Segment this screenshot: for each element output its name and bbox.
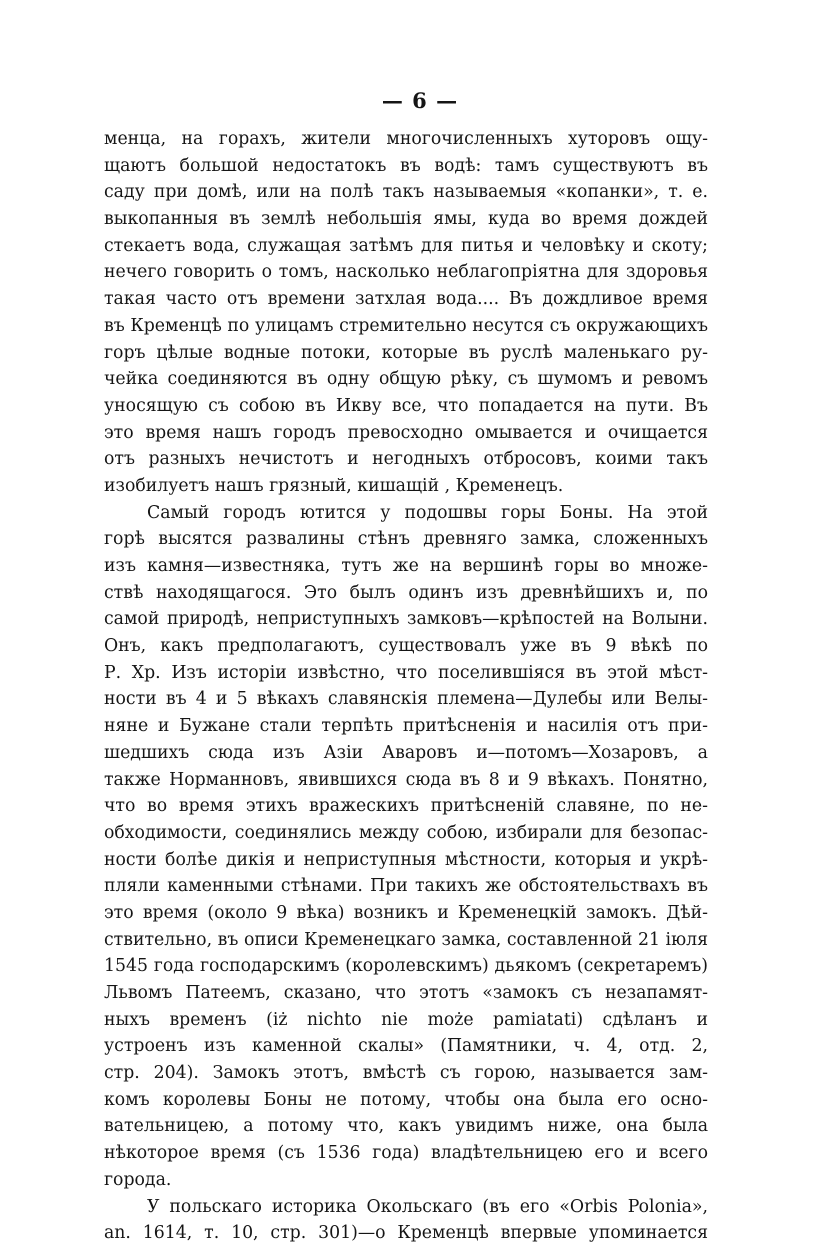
text-line: нечего говорить о томъ, насколько неблагопріятна для здоровья xyxy=(104,262,708,283)
text-line: обходимости, соединялись между собою, избирали для безопас- xyxy=(104,822,708,843)
text-line: нѣкоторое время (съ 1536 года) владѣтельницею его и всего xyxy=(104,1143,708,1164)
text-line: уносящую съ собою въ Икву все, что попадается на пути. Въ xyxy=(104,395,708,416)
text-line: горъ цѣлые водные потоки, которые въ руслѣ маленькаго ру- xyxy=(104,342,708,363)
text-line: вательницею, а потому что, какъ увидимъ ниже, она была xyxy=(104,1116,708,1137)
text-line: города. xyxy=(104,1169,172,1190)
text-line: няне и Бужане стали терпѣть притѣсненія и насилія отъ при- xyxy=(104,716,708,737)
text-line: стекаетъ вода, служащая затѣмъ для питья и человѣку и скоту; xyxy=(104,235,708,256)
text-line: ности въ 4 и 5 вѣкахъ славянскія племена—Дулебы или Велы- xyxy=(104,689,708,710)
text-line: 1545 года господарскимъ (королевскимъ) дьякомъ (секретаремъ) xyxy=(104,956,708,977)
text-line: an. 1614, т. 10, стр. 301)—о Кременцѣ впервые упоминается xyxy=(104,1223,708,1244)
text-line: отъ разныхъ нечистотъ и негодныхъ отбросовъ, коими такъ xyxy=(104,449,708,470)
text-line: выкопанныя въ землѣ небольшія ямы, куда во время дождей xyxy=(104,209,708,230)
paragraph xyxy=(104,1194,708,1247)
paragraph xyxy=(104,500,708,1194)
text-line: пляли каменными стѣнами. При такихъ же обстоятельствахъ въ xyxy=(104,876,708,897)
text-line: также Норманновъ, явившихся сюда въ 8 и 9 вѣкахъ. Понятно, xyxy=(104,769,708,790)
text-line: что во время этихъ вражескихъ притѣсненій славяне, по не- xyxy=(104,796,708,817)
text-line: ствительно, въ описи Кременецкаго замка, составленной 21 іюля xyxy=(104,929,708,950)
text-line: изобилуетъ нашъ грязный, кишащій , Кременецъ. xyxy=(104,475,564,496)
text-line: Р. Хр. Изъ исторіи извѣстно, что поселившіяся въ этой мѣст- xyxy=(104,662,708,683)
text-line: стр. 204). Замокъ этотъ, вмѣстѣ съ горою, называется зам- xyxy=(104,1063,708,1084)
text-line: щаютъ большой недостатокъ въ водѣ: тамъ существуютъ въ xyxy=(104,155,708,176)
text-line: устроенъ изъ каменной скалы» (Памятники, ч. 4, отд. 2, xyxy=(104,1036,708,1057)
text-line: У польскаго историка Окольскаго (въ его «Orbis Polonia», xyxy=(147,1196,708,1217)
text-line: чейка соединяются въ одну общую рѣку, съ шумомъ и ревомъ xyxy=(104,369,708,390)
text-line: шедшихъ сюда изъ Азіи Аваровъ и—потомъ—Хозаровъ, а xyxy=(104,742,708,763)
text-line: ности болѣе дикія и неприступныя мѣстности, которыя и укрѣ- xyxy=(104,849,708,870)
text-line: это время (около 9 вѣка) возникъ и Кременецкій замокъ. Дѣй- xyxy=(104,902,708,923)
text-line: Онъ, какъ предполагаютъ, существовалъ уже въ 9 вѣкѣ по xyxy=(104,636,708,657)
paragraph xyxy=(104,126,708,500)
text-line: изъ камня—известняка, тутъ же на вершинѣ горы во множе- xyxy=(104,556,708,576)
text-line: самой природѣ, неприступныхъ замковъ—крѣпостей на Волыни. xyxy=(104,609,708,630)
body-text xyxy=(104,126,708,1247)
text-line: саду при домѣ, или на полѣ такъ называемыя «копанки», т. е. xyxy=(104,182,708,203)
text-line: горѣ высятся развалины стѣнъ древняго замка, сложенныхъ xyxy=(104,529,708,550)
text-line: это время нашъ городъ превосходно омывается и очищается xyxy=(104,422,708,443)
text-line: ныхъ временъ (iż nichto nie może pamiatati) сдѣланъ и xyxy=(104,1009,708,1030)
text-line: комъ королевы Боны не потому, чтобы она была его осно- xyxy=(104,1089,708,1110)
text-line: Львомъ Патеемъ, сказано, что этотъ «замокъ съ незапамят- xyxy=(104,983,708,1003)
text-line: менца, на горахъ, жители многочисленныхъ хуторовъ ощу- xyxy=(104,129,708,149)
text-line: такая часто отъ времени затхлая вода.... Въ дождливое время xyxy=(104,289,708,310)
text-line: въ Кременцѣ по улицамъ стремительно несутся съ окружающихъ xyxy=(104,315,708,336)
page-number: — 6 — xyxy=(381,88,459,113)
text-line: Самый городъ ютится у подошвы горы Боны. На этой xyxy=(147,502,708,523)
text-line: ствѣ находящагося. Это былъ одинъ изъ древнѣйшихъ и, по xyxy=(104,582,708,603)
